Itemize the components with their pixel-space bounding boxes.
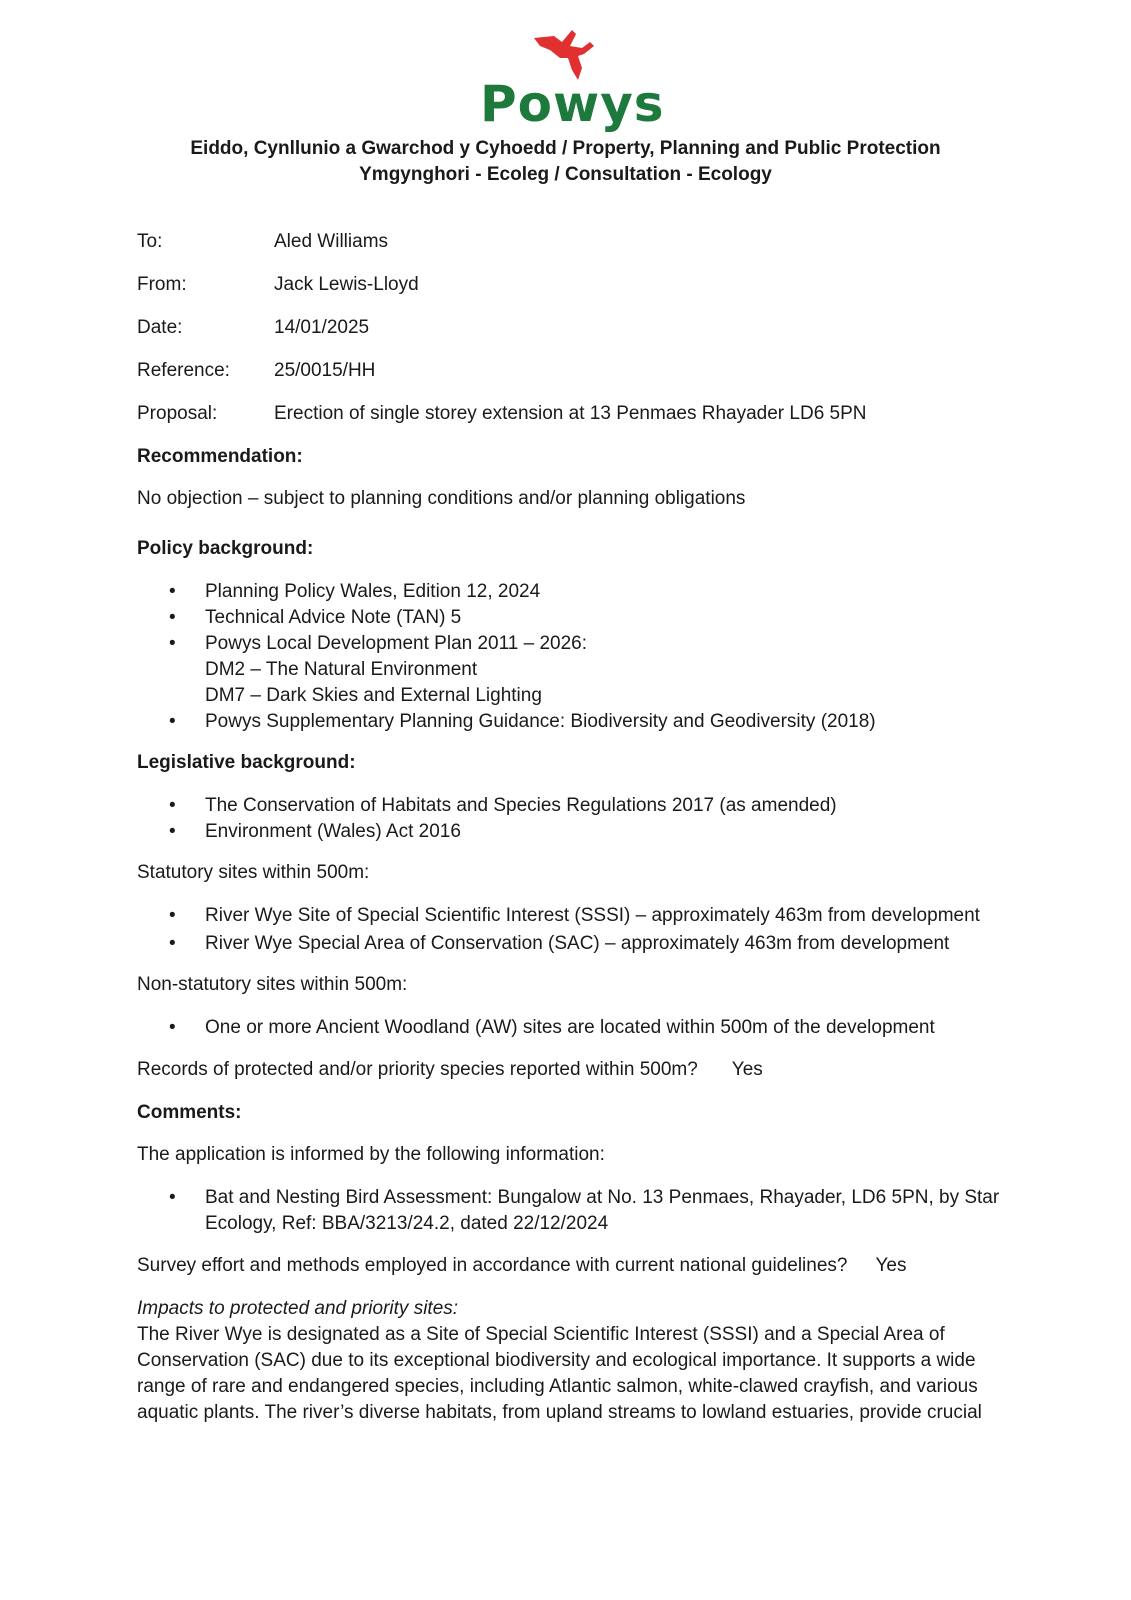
memo-proposal — [137, 401, 1017, 444]
survey-question — [137, 1253, 1017, 1296]
list-item: • Planning Policy Wales, Edition 12, 2024 — [137, 579, 1017, 605]
non-statutory-list — [137, 1015, 1017, 1041]
reference-label: Reference: — [137, 360, 230, 381]
survey-question-text: Survey effort and methods employed in accordance with current national guidelines? — [137, 1255, 848, 1276]
memo-date — [137, 315, 1017, 358]
proposal-label: Proposal: — [137, 403, 218, 424]
recommendation-text: No objection – subject to planning conditions and/or planning obligations — [137, 488, 746, 509]
list-item: • Technical Advice Note (TAN) 5 — [137, 605, 1017, 631]
impacts-heading: Impacts to protected and priority sites: — [137, 1298, 459, 1319]
policy-list — [137, 579, 1017, 657]
header-consultation: Ymgynghori - Ecoleg / Consultation - Ecology — [359, 164, 772, 185]
date-label: Date: — [137, 317, 183, 338]
memo-body — [137, 229, 1017, 1426]
from-value: Jack Lewis-Lloyd — [274, 274, 419, 295]
policy-heading: Policy background: — [137, 538, 314, 559]
comments-list — [137, 1185, 1017, 1237]
legislative-heading: Legislative background: — [137, 752, 356, 773]
impacts-text: The River Wye is designated as a Site of Special Scientific Interest (SSSI) and a Special Area of Conservation (SAC) due to its exceptional biodiversity and ecological importance. It supports a wide range of rare and endangered species, including Atlantic salmon, white-clawed crayfish, and various aquatic plants. The river’s diverse habitats, from upland streams to lowland estuaries, provide crucial — [137, 1324, 982, 1423]
policy-list-cont — [137, 709, 1017, 735]
records-answer: Yes — [731, 1059, 763, 1080]
reference-value: 25/0015/HH — [274, 360, 376, 381]
list-item: • River Wye Site of Special Scientific Interest (SSSI) – approximately 463m from development — [137, 903, 1017, 931]
to-label: To: — [137, 231, 163, 252]
memo-to — [137, 229, 1017, 272]
non-statutory-heading: Non-statutory sites within 500m: — [137, 974, 408, 995]
to-value: Aled Williams — [274, 231, 389, 252]
statutory-list — [137, 903, 1017, 957]
powys-wordmark: Powys — [480, 75, 665, 133]
list-item: • One or more Ancient Woodland (AW) sites are located within 500m of the development — [137, 1015, 1017, 1041]
proposal-value: Erection of single storey extension at 13 Penmaes Rhayader LD6 5PN — [274, 403, 867, 424]
date-value: 14/01/2025 — [274, 317, 370, 338]
policy-sub-item: DM2 – The Natural Environment — [205, 659, 478, 680]
recommendation-heading: Recommendation: — [137, 446, 303, 467]
comments-heading: Comments: — [137, 1102, 242, 1123]
document-header — [0, 136, 1131, 188]
records-question — [137, 1057, 1017, 1100]
policy-sub-item: DM7 – Dark Skies and External Lighting — [205, 685, 542, 706]
list-item: • Powys Supplementary Planning Guidance: Biodiversity and Geodiversity (2018) — [137, 709, 1017, 735]
records-question-text: Records of protected and/or priority species reported within 500m? — [137, 1059, 698, 1080]
memo-from — [137, 272, 1017, 315]
from-label: From: — [137, 274, 187, 295]
header-department: Eiddo, Cynllunio a Gwarchod y Cyhoedd / Property, Planning and Public Protection — [190, 138, 941, 159]
list-item: • River Wye Special Area of Conservation (SAC) – approximately 463m from development — [137, 931, 1017, 957]
survey-answer: Yes — [875, 1255, 907, 1276]
list-item: • Environment (Wales) Act 2016 — [137, 819, 1017, 845]
list-item: • Powys Local Development Plan 2011 – 2026: — [137, 631, 1017, 657]
memo-reference — [137, 358, 1017, 401]
powys-logo — [480, 28, 665, 133]
list-item: • Bat and Nesting Bird Assessment: Bungalow at No. 13 Penmaes, Rhayader, LD6 5PN, by Star Ecology, Ref: BBA/3213/24.2, dated 22/12/2024 — [137, 1185, 1017, 1237]
statutory-heading: Statutory sites within 500m: — [137, 862, 370, 883]
comments-intro: The application is informed by the following information: — [137, 1144, 605, 1165]
legislative-list — [137, 793, 1017, 845]
list-item: • The Conservation of Habitats and Species Regulations 2017 (as amended) — [137, 793, 1017, 819]
